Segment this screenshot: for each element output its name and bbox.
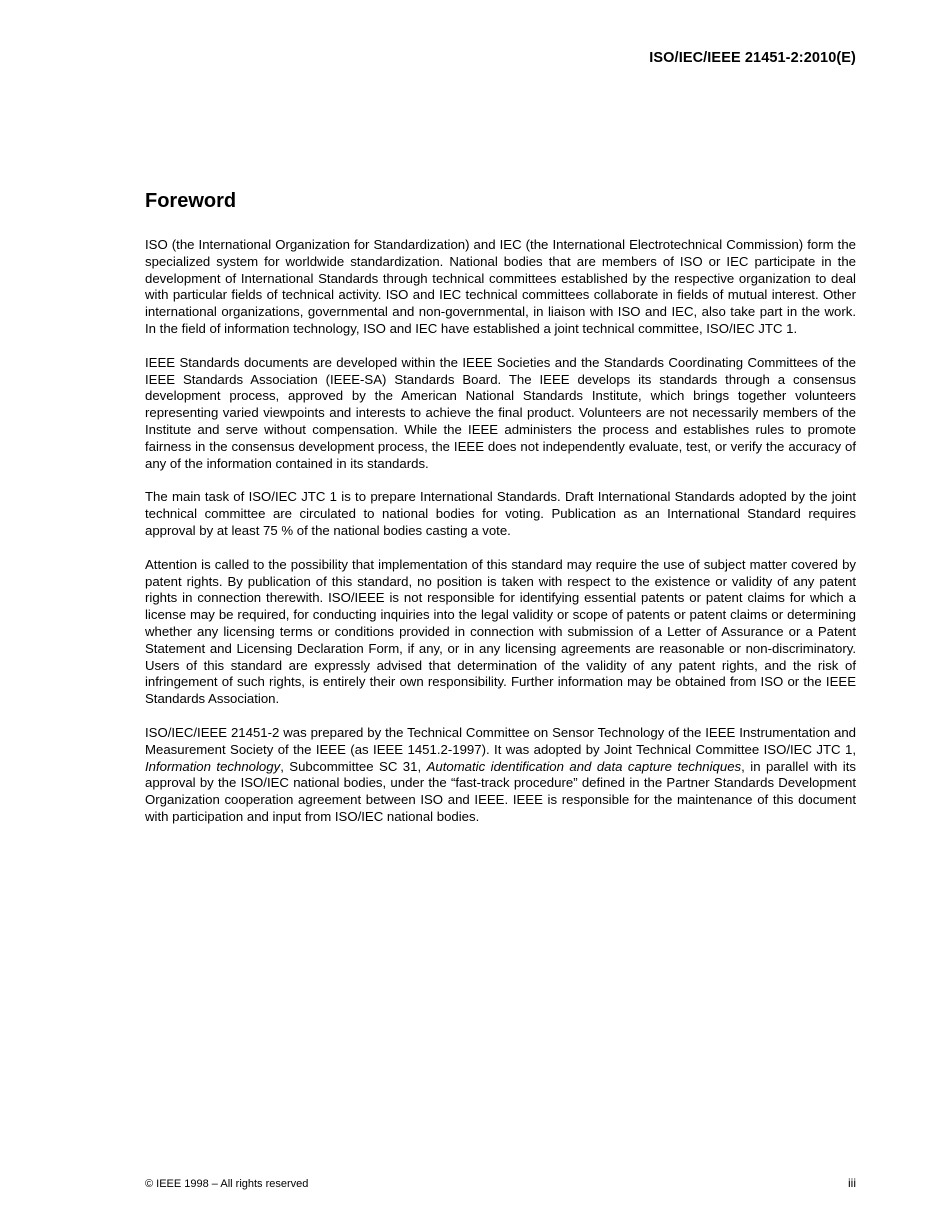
preparation-text-1: ISO/IEC/IEEE 21451-2 was prepared by the Technical Committee on Sensor Technology of the IEEE Instrumentation and Measurement Society of the IEEE (as IEEE 1451.2-1997). It was adopted by Joint Technical Committee ISO/IEC JTC 1, (145, 724, 856, 757)
paragraph-jtc1-task: The main task of ISO/IEC JTC 1 is to prepare International Standards. Draft International Standards adopted by the joint technical committee are circulated to national bodies for voting. Publication as an International Standard requires approval by at least 75 % of the national bodies casting a vote. (145, 489, 856, 538)
preparation-italic-2: Automatic identification and data capture techniques (426, 758, 742, 774)
page-header: ISO/IEC/IEEE 21451-2:2010(E) (649, 50, 856, 66)
paragraph-iso-iec: ISO (the International Organization for Standardization) and IEC (the International Electrotechnical Commission) form the specialized system for worldwide standardization. National bodies that are members of ISO or IEC participate in the development of International Standards through technical committees established by the respective organization to deal with particular fields of technical activity. ISO and IEC technical committees collaborate in fields of mutual interest. Other international organizations, governmental and non-governmental, in liaison with ISO and IEC, also take part in the work. In the field of information technology, ISO and IEC have established a joint technical committee, ISO/IEC JTC 1. (145, 237, 856, 336)
preparation-text-3: , in parallel with its approval by the ISO/IEC national bodies, under the “fast-track procedure” defined in the Partner Standards Development Organization cooperation agreement between ISO and IEEE. IEEE is responsible for the maintenance of this document with participation and input from ISO/IEC national bodies. (145, 758, 856, 824)
preparation-text-2: , Subcommittee SC 31, (280, 758, 427, 774)
paragraph-preparation (145, 725, 856, 826)
preparation-italic-1: Information technology (145, 758, 281, 774)
paragraph-ieee-standards: IEEE Standards documents are developed within the IEEE Societies and the Standards Coordinating Committees of the IEEE Standards Association (IEEE-SA) Standards Board. The IEEE develops its standards through a consensus development process, approved by the American National Standards Institute, which brings together volunteers representing varied viewpoints and interests to achieve the final product. Volunteers are not necessarily members of the Institute and serve without compensation. While the IEEE administers the process and establishes rules to promote fairness in the consensus development process, the IEEE does not independently evaluate, test, or verify the accuracy of any of the information contained in its standards. (145, 354, 856, 471)
page-title: Foreword (145, 190, 237, 212)
paragraph-patent-notice: Attention is called to the possibility that implementation of this standard may require the use of subject matter covered by patent rights. By publication of this standard, no position is taken with respect to the existence or validity of any patent rights in connection therewith. ISO/IEEE is not responsible for identifying essential patents or patent claims for which a license may be required, for conducting inquiries into the legal validity or scope of patents or patent claims or determining whether any licensing terms or conditions provided in connection with submission of a Letter of Assurance or a Patent Statement and Licensing Declaration Form, if any, or in any licensing agreements are reasonable or non-discriminatory. Users of this standard are expressly advised that determination of the validity of any patent rights, and the risk of infringement of such rights, is entirely their own responsibility. Further information may be obtained from ISO or the IEEE Standards Association. (145, 556, 856, 707)
foreword-body (145, 237, 856, 843)
footer-copyright: © IEEE 1998 – All rights reserved (145, 1178, 309, 1190)
footer-page-number: iii (848, 1176, 856, 1190)
